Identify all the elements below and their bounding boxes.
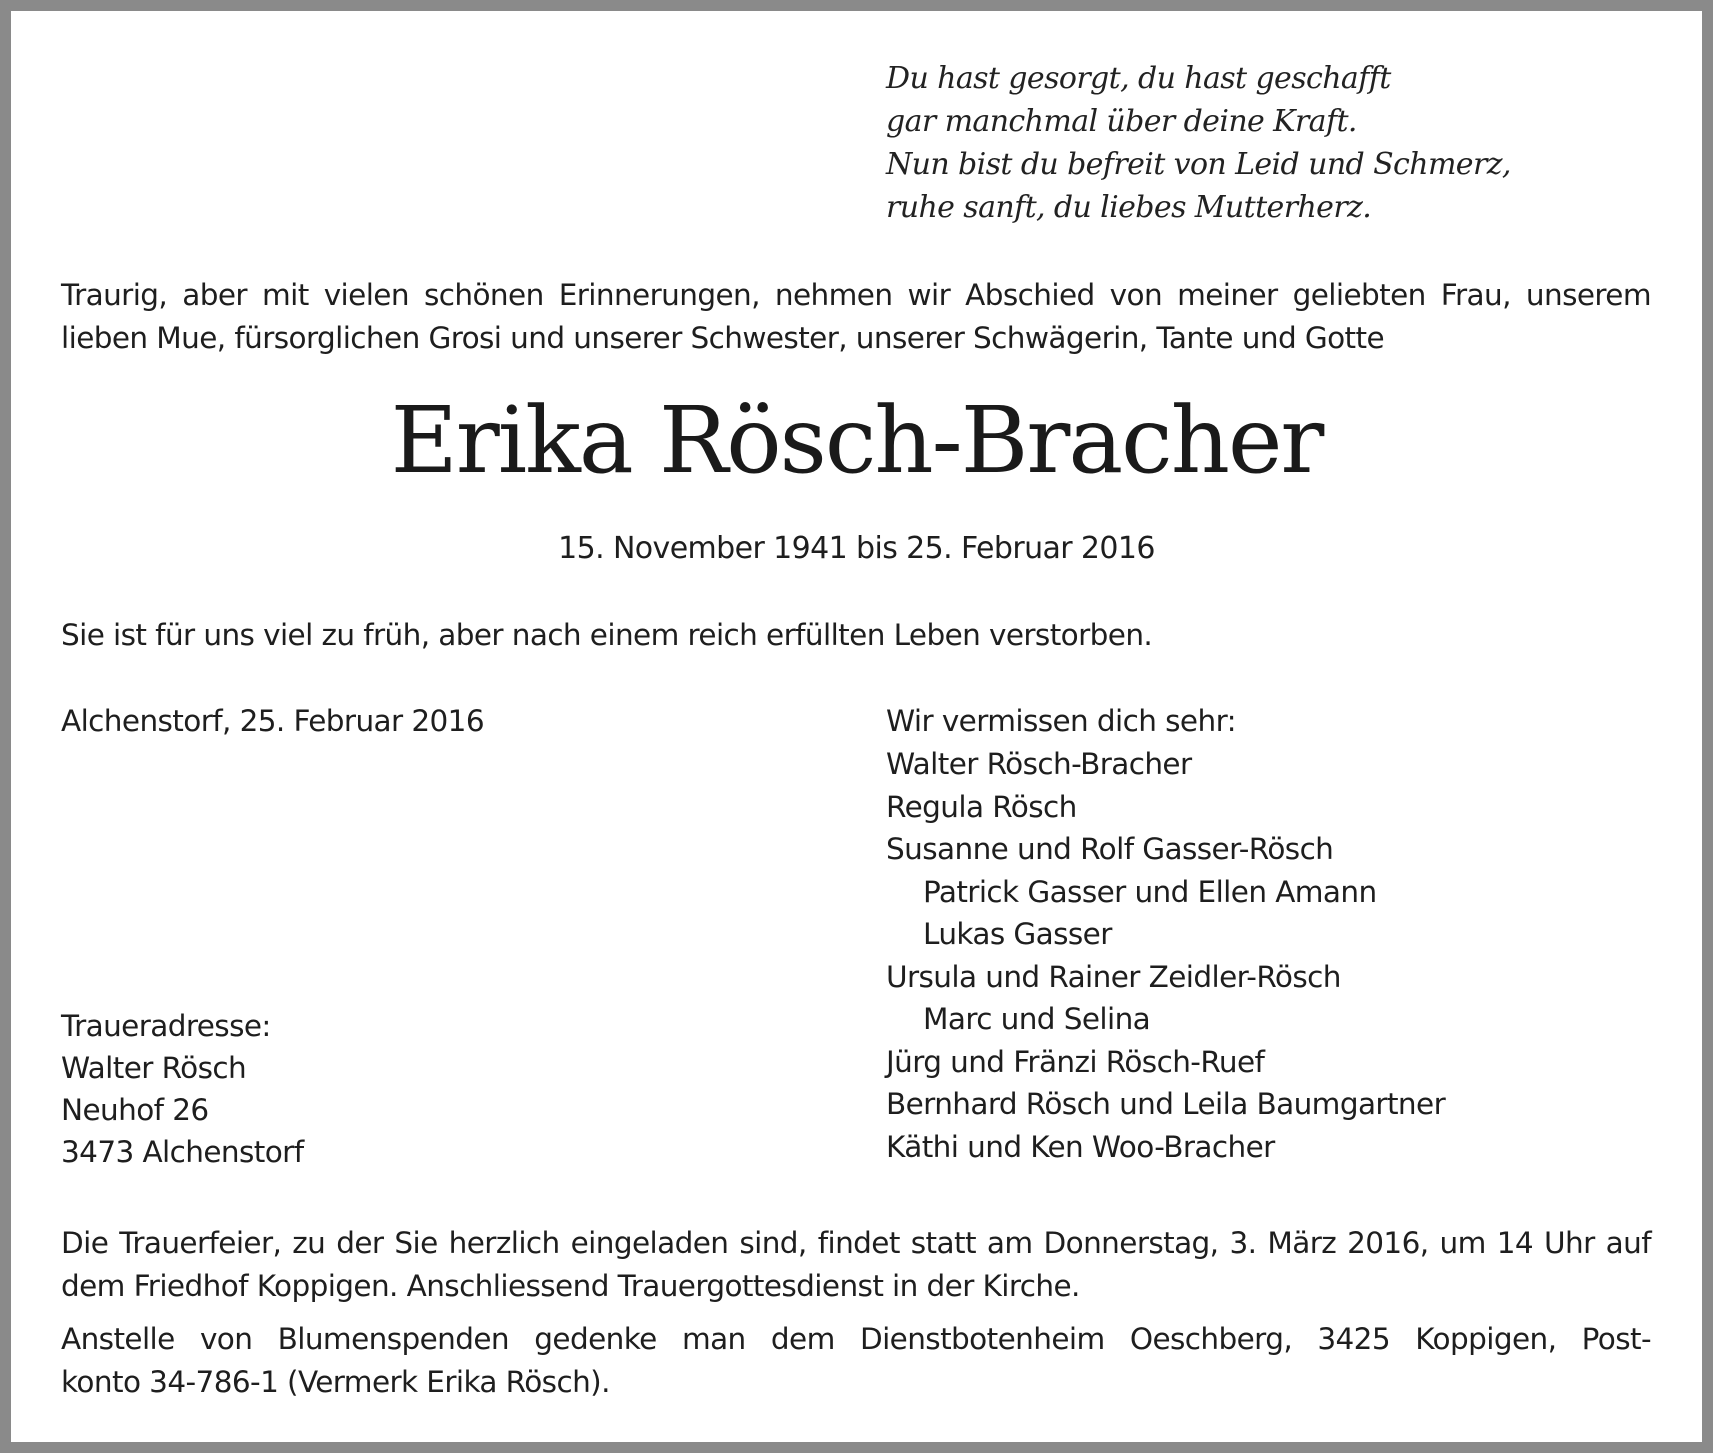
mourners-heading: Wir vermissen dich sehr: bbox=[886, 704, 1236, 738]
address-name: Walter Rösch bbox=[61, 1051, 247, 1085]
statement: Sie ist für uns viel zu früh, aber nach einem reich erfüllten Leben verstorben. bbox=[61, 618, 1153, 652]
address-label: Traueradresse: bbox=[61, 1009, 271, 1043]
mourner-name: Walter Rösch-Bracher bbox=[886, 747, 1192, 781]
intro-line-2: lieben Mue, fürsorglichen Grosi und unserer Schwester, unserer Schwägerin, Tante und Gotte bbox=[61, 321, 1385, 355]
memorial-poem bbox=[886, 57, 1511, 229]
mourners-list bbox=[886, 743, 1445, 1168]
ceremony-line-1: Die Trauerfeier, zu der Sie herzlich eingeladen sind, findet statt am Donnerstag, 3. März 2016, um 14 Uhr auf bbox=[61, 1226, 1651, 1260]
address-city: 3473 Alchenstorf bbox=[61, 1135, 304, 1169]
intro-paragraph bbox=[61, 274, 1651, 360]
mourner-name: Regula Rösch bbox=[886, 789, 1077, 824]
donation-line-2: konto 34-786-1 (Vermerk Erika Rösch). bbox=[61, 1365, 610, 1399]
mourner-name: Jürg und Fränzi Rösch-Ruef bbox=[886, 1044, 1265, 1079]
poem-line: ruhe sanft, du liebes Mutterherz. bbox=[886, 190, 1372, 225]
ceremony-line-2: dem Friedhof Koppigen. Anschliessend Trauergottesdienst in der Kirche. bbox=[61, 1269, 1080, 1303]
obituary-notice bbox=[11, 11, 1702, 1442]
mourner-name: Patrick Gasser und Ellen Amann bbox=[923, 874, 1377, 909]
donation-line-1: Anstelle von Blumenspenden gedenke man dem Dienstbotenheim Oeschberg, 3425 Koppigen, Post- bbox=[61, 1322, 1651, 1356]
mourner-name: Lukas Gasser bbox=[923, 917, 1112, 951]
mourner-name: Marc und Selina bbox=[923, 1002, 1151, 1036]
intro-line-1: Traurig, aber mit vielen schönen Erinnerungen, nehmen wir Abschied von meiner geliebten Frau, unserem bbox=[61, 278, 1651, 312]
donation-paragraph bbox=[61, 1318, 1651, 1404]
ceremony-paragraph bbox=[61, 1222, 1651, 1308]
poem-line: gar manchmal über deine Kraft. bbox=[886, 104, 1357, 139]
poem-line: Du hast gesorgt, du hast geschafft bbox=[886, 61, 1391, 96]
mourner-name: Susanne und Rolf Gasser-Rösch bbox=[886, 832, 1334, 866]
address-street: Neuhof 26 bbox=[61, 1093, 209, 1127]
deceased-name: Erika Rösch-Bracher bbox=[390, 387, 1323, 494]
mourning-address bbox=[61, 1005, 304, 1173]
mourner-name: Käthi und Ken Woo-Bracher bbox=[886, 1129, 1275, 1164]
place-date: Alchenstorf, 25. Februar 2016 bbox=[61, 704, 484, 738]
mourner-name: Bernhard Rösch und Leila Baumgartner bbox=[886, 1087, 1446, 1121]
mourner-name: Ursula und Rainer Zeidler-Rösch bbox=[886, 959, 1341, 994]
life-dates: 15. November 1941 bis 25. Februar 2016 bbox=[558, 531, 1155, 566]
poem-line: Nun bist du befreit von Leid und Schmerz, bbox=[886, 147, 1511, 182]
